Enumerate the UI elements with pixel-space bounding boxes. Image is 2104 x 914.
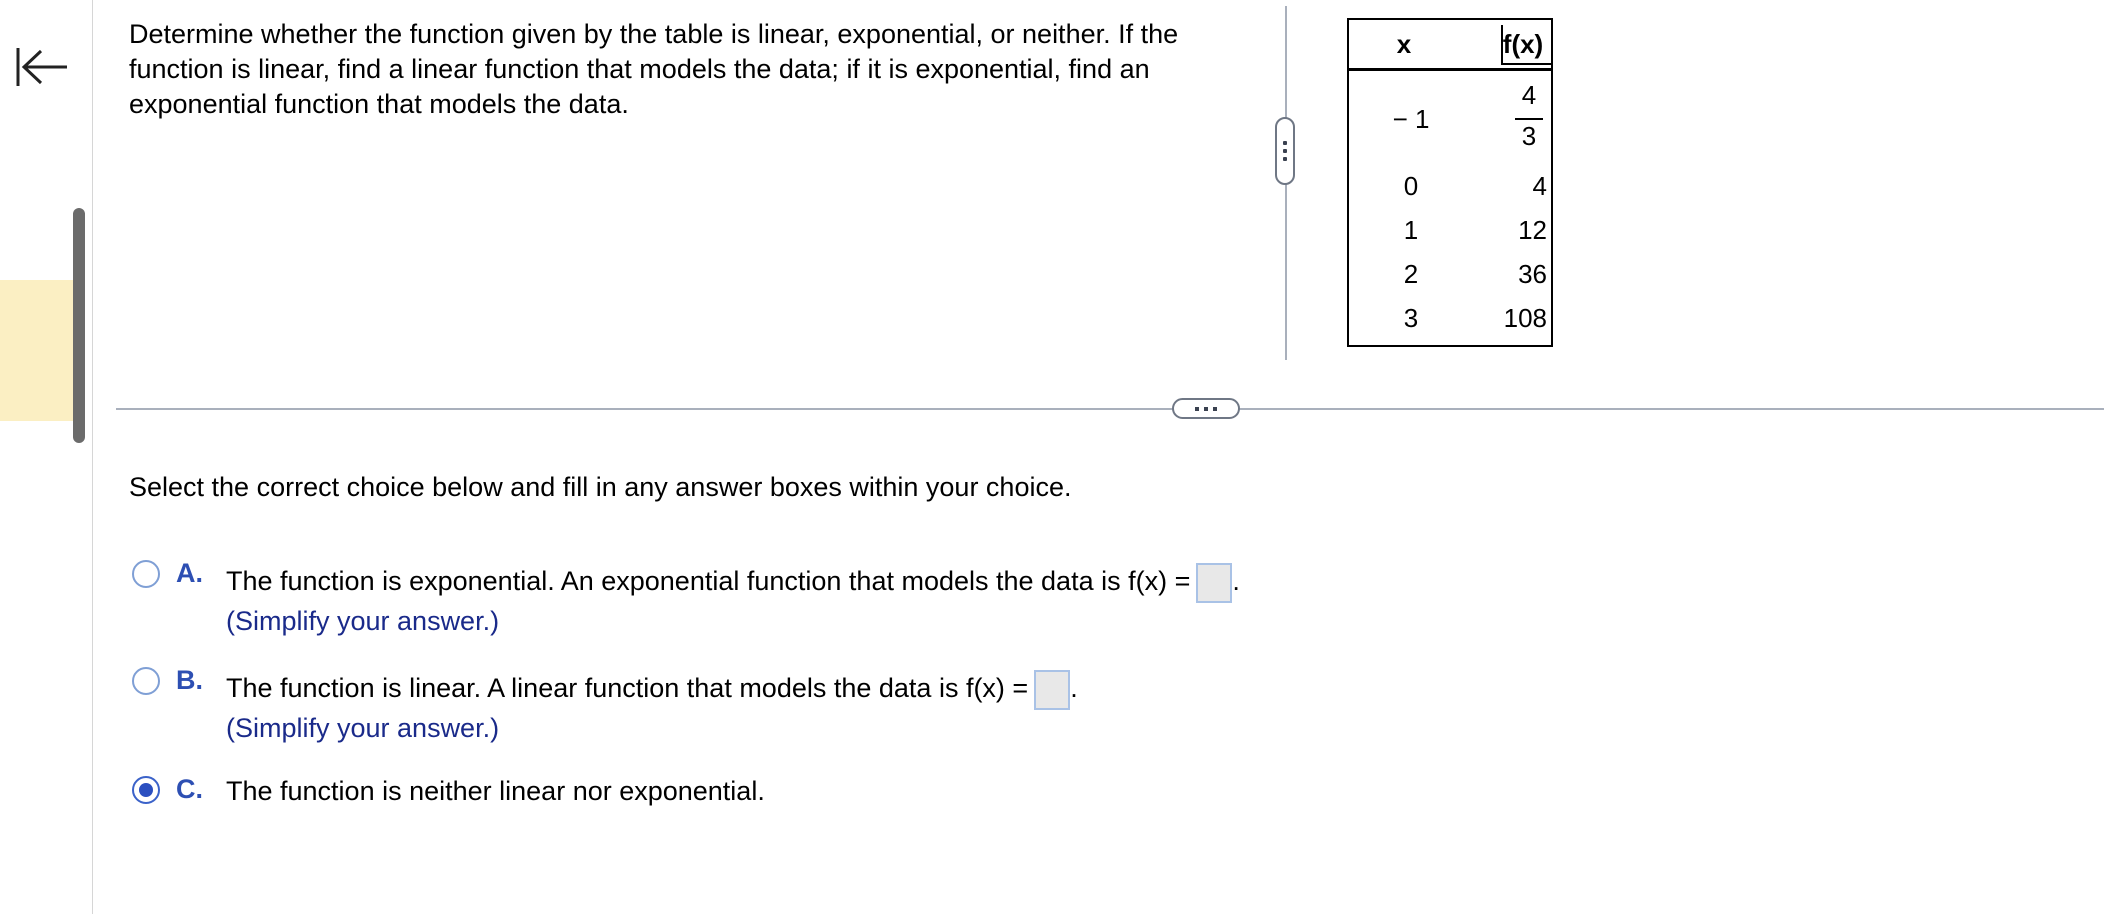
choice-text-a <box>226 563 1240 603</box>
table-cell-fx: 12 <box>1518 215 1547 245</box>
period: . <box>1232 566 1240 597</box>
rail-scrollbar[interactable] <box>73 208 85 443</box>
radio-button-c[interactable] <box>132 776 160 804</box>
fraction-bar <box>1515 118 1543 120</box>
more-horizontal-icon[interactable] <box>1172 398 1240 419</box>
question-text: Determine whether the function given by the table is linear, exponential, or neither. If the function is linear, find a linear function that models the data; if it is exponential, find an exponential function that models the data. <box>129 19 1179 119</box>
choice-letter-c: C. <box>176 774 203 804</box>
answer-input-a[interactable] <box>1196 563 1232 603</box>
table-cell-x: 1 <box>1403 215 1419 245</box>
table-cell-fx: 4 <box>1532 171 1547 201</box>
choice-label-c: The function is neither linear nor exponential. <box>226 776 765 806</box>
fraction-numerator: 4 <box>1521 80 1537 110</box>
radio-button-a[interactable] <box>132 560 160 588</box>
left-rail <box>0 0 93 914</box>
table-header-x: x <box>1396 28 1412 59</box>
table-cell-fx: 36 <box>1518 259 1547 289</box>
current-question-highlight <box>0 280 82 421</box>
instruction-text: Select the correct choice below and fill in any answer boxes within your choice. <box>129 472 1072 502</box>
table-cell-x: − 1 <box>1392 104 1430 134</box>
choice-letter-b: B. <box>176 665 203 695</box>
radio-button-b[interactable] <box>132 667 160 695</box>
fraction <box>1515 80 1543 151</box>
choice-label-a: The function is exponential. An exponential function that models the data is f(x) = <box>226 566 1191 597</box>
horizontal-divider <box>116 408 2104 410</box>
table-cell-x: 3 <box>1403 303 1419 333</box>
period: . <box>1070 673 1078 704</box>
answer-input-b[interactable] <box>1034 670 1070 710</box>
table-cell-x: 2 <box>1403 259 1419 289</box>
fraction-denominator: 3 <box>1521 121 1537 151</box>
table-cell-x: 0 <box>1403 171 1419 201</box>
table-header-fx: f(x) <box>1501 25 1551 65</box>
drag-handle-icon[interactable] <box>1275 117 1295 185</box>
choice-text-b <box>226 670 1078 710</box>
choice-label-b: The function is linear. A linear function that models the data is f(x) = <box>226 673 1029 704</box>
function-table <box>1347 18 1553 347</box>
table-cell-fx: 108 <box>1503 303 1547 333</box>
hint-b: (Simplify your answer.) <box>226 713 500 743</box>
table-header-row <box>1349 20 1551 71</box>
choice-letter-a: A. <box>176 558 203 588</box>
collapse-left-icon[interactable] <box>15 44 69 90</box>
hint-a: (Simplify your answer.) <box>226 606 500 636</box>
